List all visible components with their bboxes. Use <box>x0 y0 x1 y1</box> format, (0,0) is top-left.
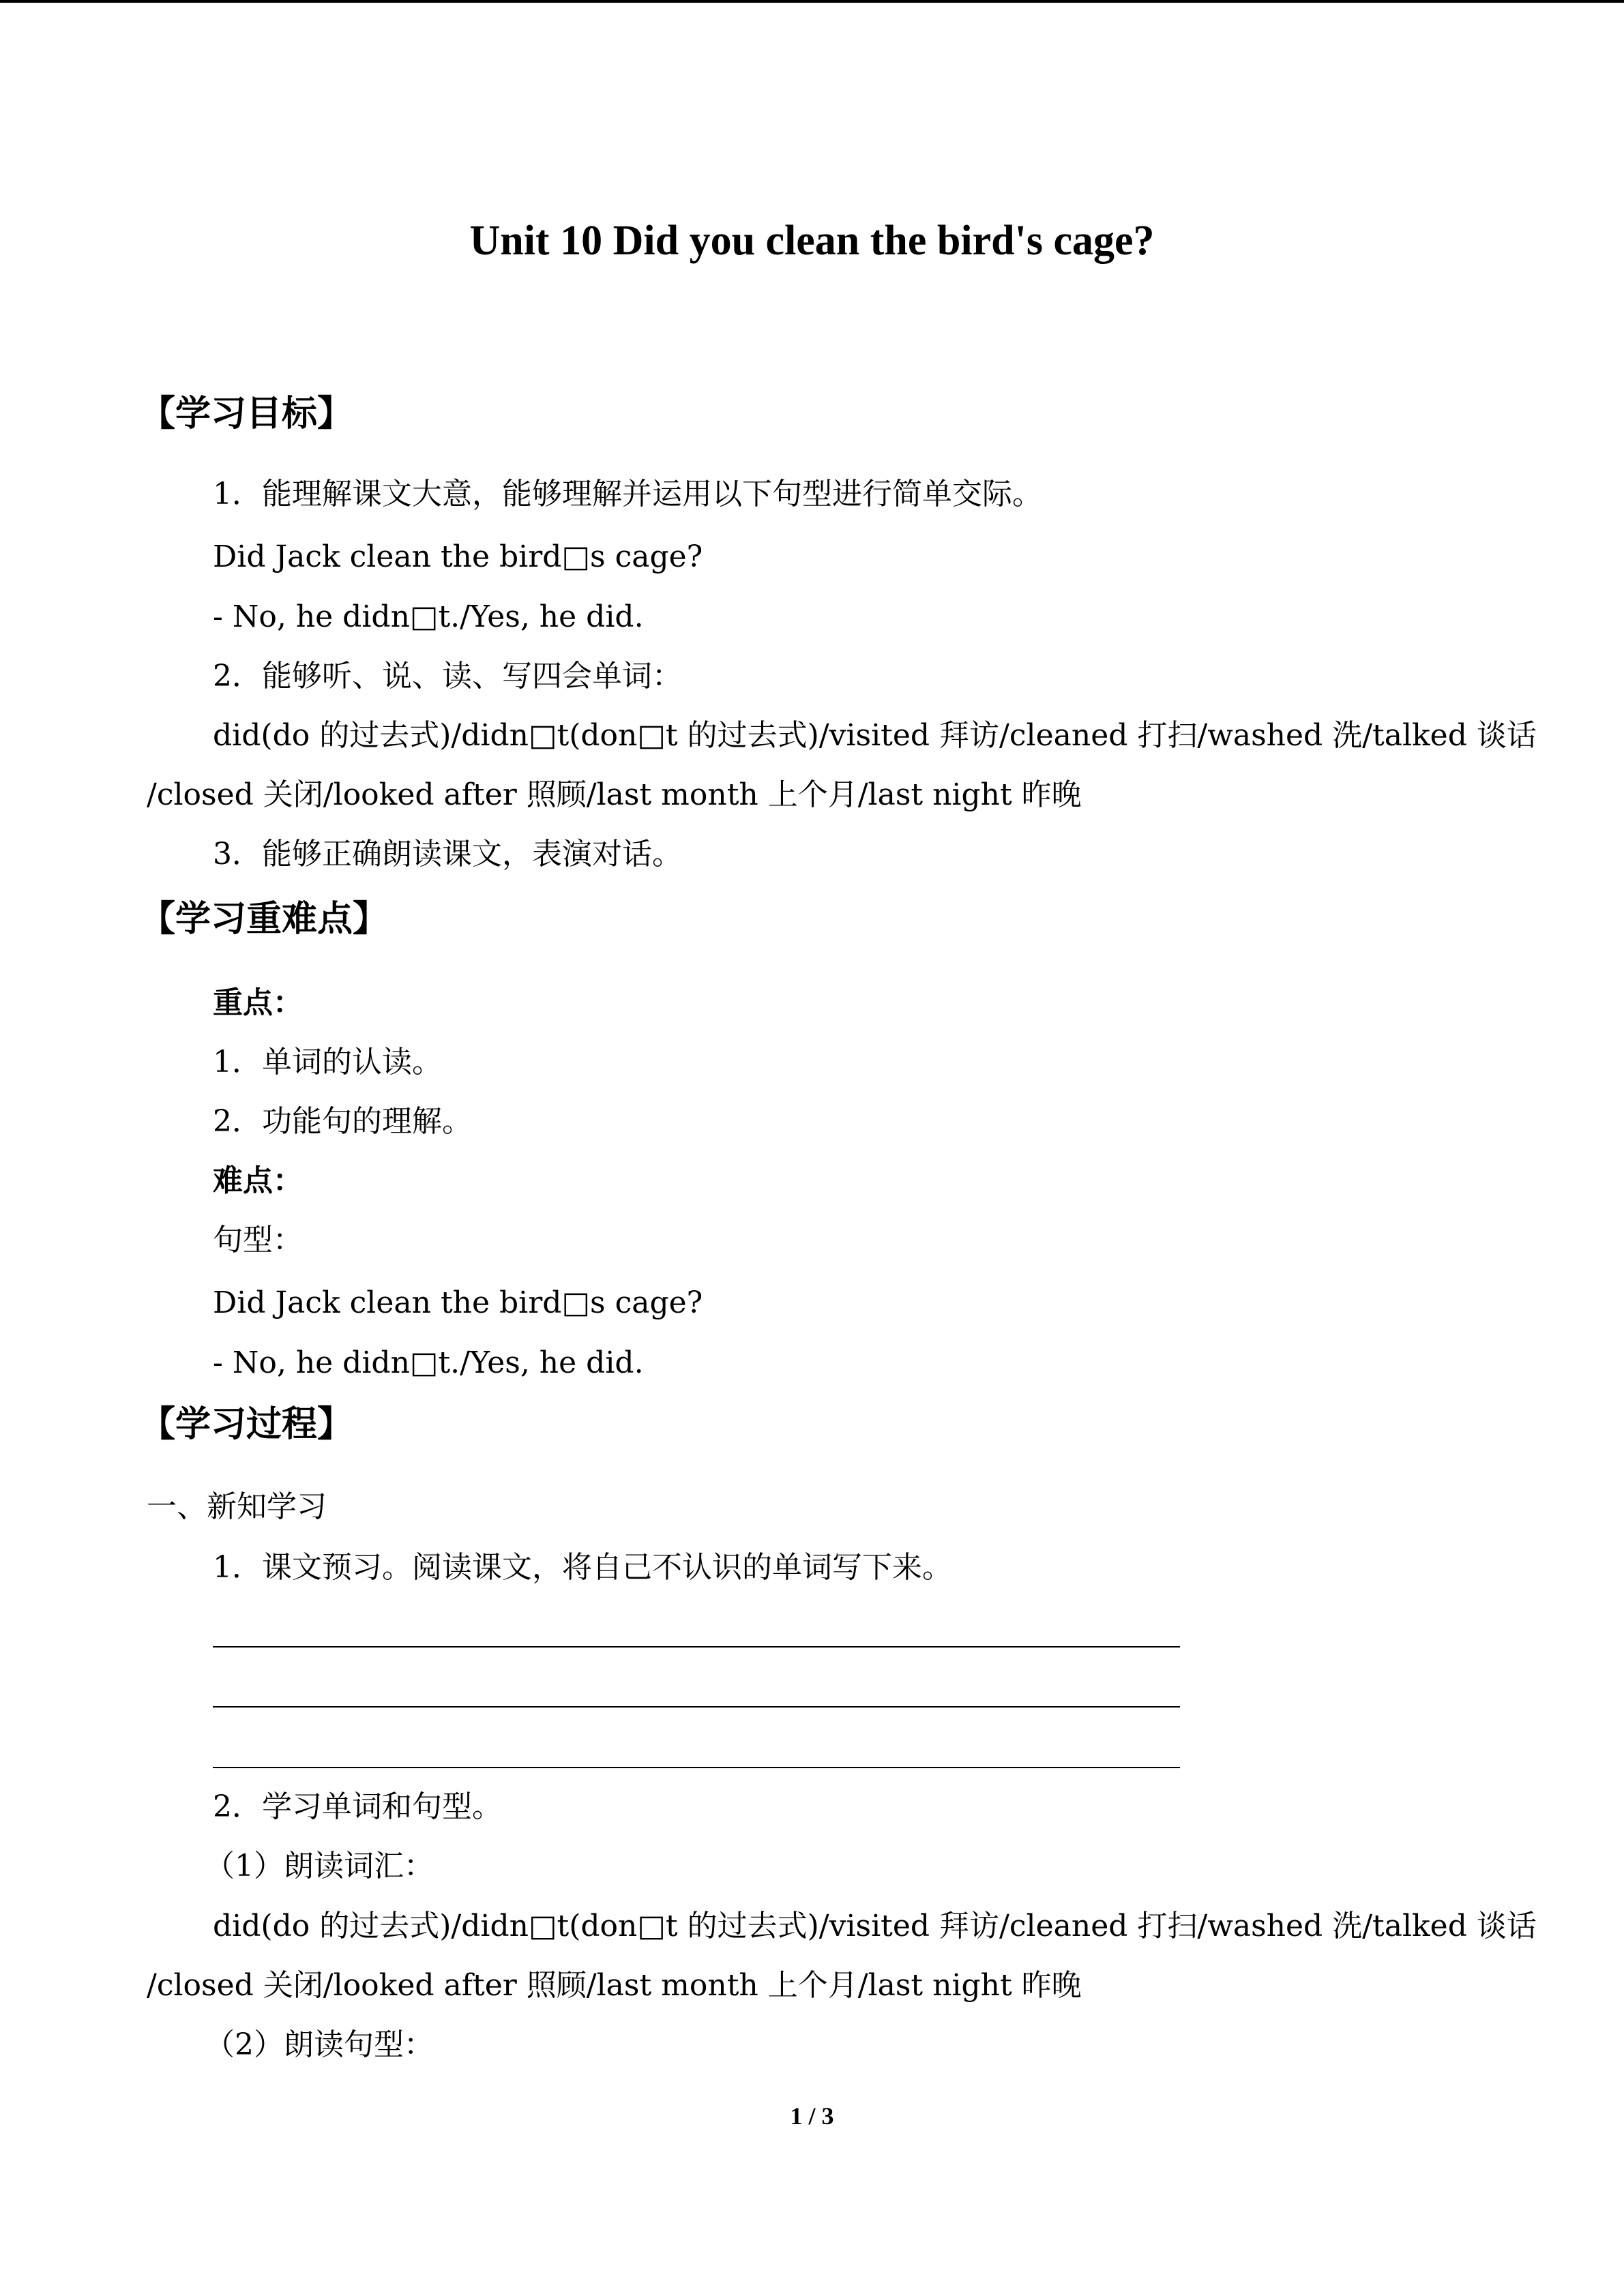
process-words-line-2: /closed 关闭/looked after 照顾/last month 上个月/last night 昨晚 <box>147 1968 1082 2003</box>
process-words-line-1: did(do 的过去式)/didn□t(don□t 的过去式)/visited 拜访/cleaned 打扫/washed 洗/talked 谈话 <box>213 1909 1537 1943</box>
process-step-2: 2．学习单词和句型。 <box>213 1789 502 1824</box>
goal-item-1: 1．能理解课文大意，能够理解并运用以下句型进行简单交际。 <box>213 477 1042 511</box>
keypoints-pattern-label: 句型： <box>213 1223 303 1257</box>
writing-blank-line-1 <box>213 1646 1180 1648</box>
section-heading-process: 【学习过程】 <box>140 1404 353 1445</box>
process-sub-2: （2）朗读句型： <box>205 2027 434 2062</box>
section-heading-goals: 【学习目标】 <box>140 393 353 434</box>
keypoints-key-1: 1．单词的认读。 <box>213 1045 442 1079</box>
keypoints-key-2: 2．功能句的理解。 <box>213 1104 472 1139</box>
process-sub-1: （1）朗读词汇： <box>205 1849 434 1883</box>
document-title: Unit 10 Did you clean the bird's cage? <box>469 218 1155 264</box>
keypoints-sentence-answer: - No, he didn□t./Yes, he did. <box>213 1345 644 1380</box>
goal-sentence-question: Did Jack clean the bird□s cage? <box>213 539 703 574</box>
section-heading-keypoints: 【学习重难点】 <box>140 899 389 940</box>
process-step-1: 1．课文预习。阅读课文，将自己不认识的单词写下来。 <box>213 1550 952 1585</box>
writing-blank-line-2 <box>213 1706 1180 1708</box>
goal-item-2: 2．能够听、说、读、写四会单词： <box>213 659 682 694</box>
process-part-1: 一、新知学习 <box>147 1489 327 1524</box>
goal-words-line-2: /closed 关闭/looked after 照顾/last month 上个月/last night 昨晚 <box>147 777 1082 812</box>
page-number: 1 / 3 <box>790 2102 834 2130</box>
goal-sentence-answer: - No, he didn□t./Yes, he did. <box>213 599 644 634</box>
goal-words-line-1: did(do 的过去式)/didn□t(don□t 的过去式)/visited 拜访/cleaned 打扫/washed 洗/talked 谈话 <box>213 718 1537 753</box>
keypoints-key-label: 重点： <box>213 985 303 1020</box>
keypoints-difficulty-label: 难点： <box>213 1163 303 1198</box>
keypoints-sentence-question: Did Jack clean the bird□s cage? <box>213 1285 703 1320</box>
writing-blank-line-3 <box>213 1767 1180 1768</box>
goal-item-3: 3．能够正确朗读课文，表演对话。 <box>213 837 682 871</box>
